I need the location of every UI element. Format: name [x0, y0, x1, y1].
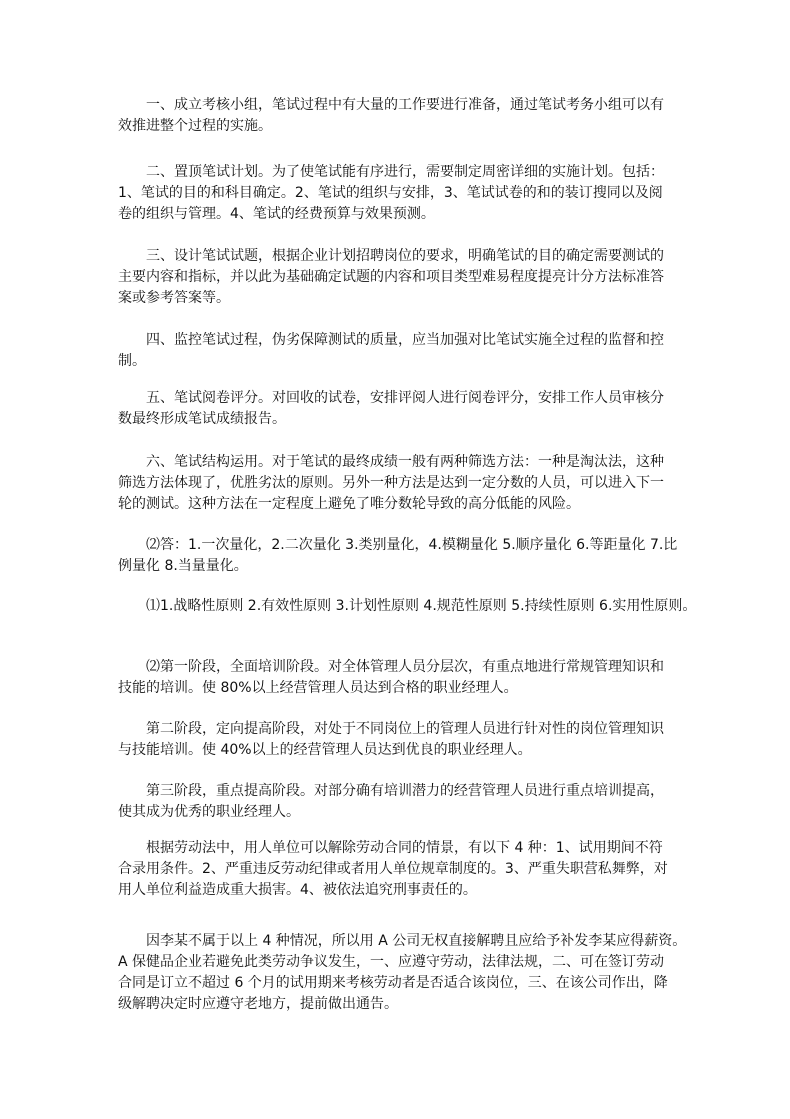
text-line: 例量化 8.当量量化。 [118, 558, 248, 574]
text-line: 合同是订立不超过 6 个月的试用期来考核劳动者是否适合该岗位，三、在该公司作出，降 [118, 975, 668, 991]
text-line: 根据劳动法中，用人单位可以解除劳动合同的情景，有以下 4 种：1、试用期间不符 [146, 840, 663, 856]
paragraph [118, 781, 698, 823]
paragraph [118, 452, 698, 515]
paragraph [118, 246, 698, 309]
text-line: ⑴1.战略性原则 2.有效性原则 3.计划性原则 4.规范性原则 5.持续性原则 6.实用性原则。 [146, 598, 697, 614]
text-line: 效推进整个过程的实施。 [118, 118, 272, 134]
text-line: ⑵答：1.一次量化，2.二次量化 3.类别量化，4.模糊量化 5.顺序量化 6.等距量化 7.比 [146, 537, 678, 553]
text-line: 合录用条件。2、严重违反劳动纪律或者用人单位规章制度的。3、严重失职营私舞弊，对 [118, 861, 668, 877]
paragraph [118, 931, 698, 1015]
text-line: 二、置顶笔试计划。为了使笔试能有序进行，需要制定周密详细的实施计划。包括： [146, 164, 664, 180]
text-line: 卷的组织与管理。4、笔试的经费预算与效果预测。 [118, 206, 435, 222]
text-line: 三、设计笔试试题，根据企业计划招聘岗位的要求，明确笔试的目的确定需要测试的 [146, 248, 664, 264]
text-line: 技能的培训。使 80%以上经营管理人员达到合格的职业经理人。 [118, 680, 518, 696]
text-line: 主要内容和指标，并以此为基础确定试题的内容和项目类型难易程度提亮计分方法标准答 [118, 269, 664, 285]
text-line: 与技能培训。使 40%以上的经营管理人员达到优良的职业经理人。 [118, 742, 532, 758]
text-line: 案或参考答案等。 [118, 290, 230, 306]
text-line: 六、笔试结构运用。对于笔试的最终成绩一般有两种筛选方法：一种是淘汰法，这种 [146, 454, 664, 470]
text-line: 制。 [118, 353, 146, 369]
text-line: 五、笔试阅卷评分。对回收的试卷，安排评阅人进行阅卷评分，安排工作人员审核分 [146, 390, 664, 406]
text-line: 一、成立考核小组，笔试过程中有大量的工作要进行准备，通过笔试考务小组可以有 [146, 97, 664, 113]
paragraph [118, 162, 698, 225]
paragraph [118, 330, 698, 372]
paragraph [118, 596, 698, 617]
text-line: 四、监控笔试过程，伪劣保障测试的质量，应当加强对比笔试实施全过程的监督和控 [146, 332, 664, 348]
text-line: 第三阶段，重点提高阶段。对部分确有培训潜力的经营管理人员进行重点培训提高， [146, 783, 664, 799]
paragraph [118, 719, 698, 761]
paragraph [118, 388, 698, 430]
text-line: 第二阶段，定向提高阶段，对处于不同岗位上的管理人员进行针对性的岗位管理知识 [146, 721, 664, 737]
text-line: 用人单位利益造成重大损害。4、被依法追究刑事责任的。 [118, 882, 477, 898]
paragraph [118, 657, 698, 699]
text-line: 筛选方法体现了，优胜劣汰的原则。另外一种方法是达到一定分数的人员，可以进入下一 [118, 475, 664, 491]
paragraph [118, 535, 698, 577]
text-line: 轮的测试。这种方法在一定程度上避免了唯分数轮导致的高分低能的风险。 [118, 496, 580, 512]
paragraph [118, 95, 698, 137]
text-line: ⑵第一阶段，全面培训阶段。对全体管理人员分层次，有重点地进行常规管理知识和 [146, 659, 664, 675]
paragraph [118, 838, 698, 901]
text-line: 使其成为优秀的职业经理人。 [118, 804, 300, 820]
text-line: A 保健品企业若避免此类劳动争议发生，一、应遵守劳动，法律法规，二、可在签订劳动 [118, 954, 665, 970]
text-line: 因李某不属于以上 4 种情况，所以用 A 公司无权直接解聘且应给予补发李某应得薪资。 [146, 933, 687, 949]
text-line: 数最终形成笔试成绩报告。 [118, 411, 286, 427]
text-line: 1、笔试的目的和科目确定。2、笔试的组织与安排，3、笔试试卷的和的装订搜同以及阅 [118, 185, 663, 201]
text-line: 级解聘决定时应遵守老地方，提前做出通告。 [118, 996, 398, 1012]
